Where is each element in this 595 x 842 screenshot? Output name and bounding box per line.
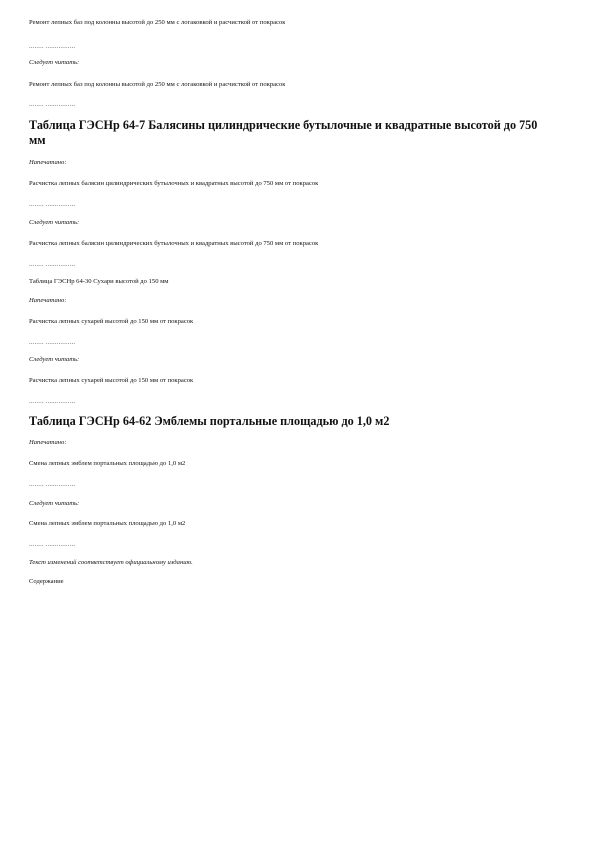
section-heading: Таблица ГЭСНр 64-7 Балясины цилиндрические бутылочные и квадратные высотой до 750 мм [29,118,538,147]
dashes-separator: ........ ................ [29,101,76,108]
contents-link[interactable]: Содержание [29,578,64,585]
dashes-separator: ........ ................ [29,398,76,405]
label-should-read: Следует читать: [29,219,80,226]
label-printed: Напечатано: [29,297,67,304]
label-should-read: Следует читать: [29,59,80,66]
section-heading: Таблица ГЭСНр 64-62 Эмблемы портальные площадью до 1,0 м2 [29,414,390,428]
text-line: Расчистка лепных сухарей высотой до 150 мм от покрасок [29,318,194,325]
dashes-separator: ........ ................ [29,43,76,50]
label-should-read: Следует читать: [29,356,80,363]
dashes-separator: ........ ................ [29,339,76,346]
text-line: Ремонт лепных баз под колонны высотой до 250 мм с логаковкой и расчисткой от покрасок [29,81,286,88]
dashes-separator: ........ ................ [29,201,76,208]
text-line: Расчистка лепных балясин цилиндрических бутылочных и квадратных высотой до 750 мм от покрасок [29,180,319,187]
label-printed: Напечатано: [29,439,67,446]
dashes-separator: ........ ................ [29,261,76,268]
text-line: Смена лепных эмблем портальных площадью до 1,0 м2 [29,460,186,467]
label-should-read: Следует читать: [29,500,80,507]
dashes-separator: ........ ................ [29,541,76,548]
text-line: Расчистка лепных сухарей высотой до 150 мм от покрасок [29,377,194,384]
text-line: Ремонт лепных баз под колонны высотой до 250 мм с логаковкой и расчисткой от покрасок [29,19,286,26]
label-printed: Напечатано: [29,159,67,166]
table-title: Таблица ГЭСНр 64-30 Сухари высотой до 150 мм [29,278,169,285]
footnote-official: Текст изменений соответствует официальному изданию. [29,559,193,566]
dashes-separator: ........ ................ [29,481,76,488]
text-line: Расчистка лепных балясин цилиндрических бутылочных и квадратных высотой до 750 мм от покрасок [29,240,319,247]
text-line: Смена лепных эмблем портальных площадью до 1,0 м2 [29,520,186,527]
